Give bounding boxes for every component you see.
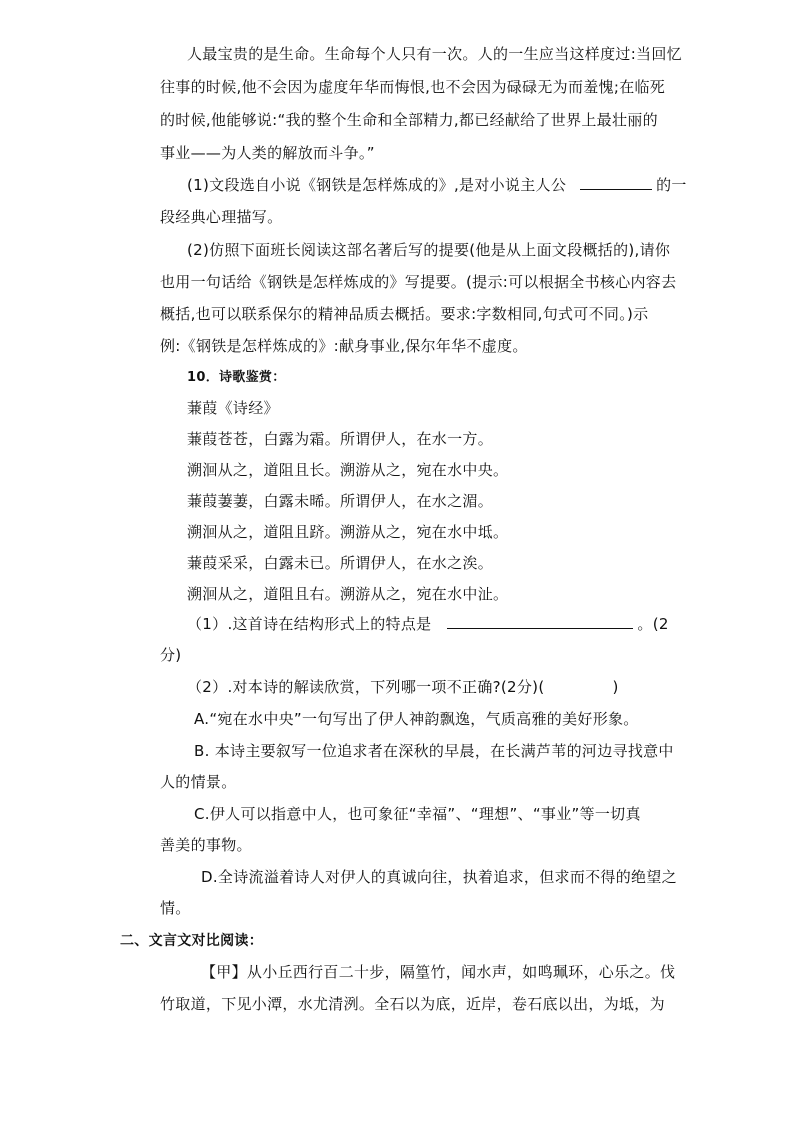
question-2-line: (2)仿照下面班长阅读这部名著后写的提要(他是从上面文段概括的),请你 [187, 241, 671, 259]
poem-line: 溯洄从之，道阻且右。溯游从之，宛在水中沚。 [187, 585, 509, 603]
question-2-line: 概括,也可以联系保尔的精神品质去概括。要求:字数相同,句式可不同。)示 [160, 305, 649, 323]
poem-line: 溯洄从之，道阻且跻。溯游从之，宛在水中坻。 [187, 523, 509, 541]
classical-text-line: 【甲】从小丘西行百二十步，隔篁竹，闻水声，如鸣珮环，心乐之。伐 [201, 963, 676, 981]
passage-line: 往事的时候,他不会因为虚度年华而悔恨,也不会因为碌碌无为而羞愧;在临死 [160, 78, 666, 96]
question-1 [187, 175, 687, 195]
poem-title: 蒹葭《诗经》 [187, 399, 279, 417]
option-b: B. 本诗主要叙写一位追求者在深秋的早晨，在长满芦苇的河边寻找意中 [194, 742, 674, 760]
poem-line: 蒹葭萋萋，白露未晞。所谓伊人，在水之湄。 [187, 492, 494, 510]
poem-line: 蒹葭苍苍，白露为霜。所谓伊人，在水一方。 [187, 430, 494, 448]
option-c: C.伊人可以指意中人，也可象征“幸福”、“理想”、“事业”等一切真 [194, 805, 641, 823]
question-2-line: 也用一句话给《钢铁是怎样炼成的》写提要。(提示:可以根据全书核心内容去 [160, 273, 677, 291]
option-b-cont: 人的情景。 [160, 773, 237, 791]
question-2-line: 例:《钢铁是怎样炼成的》:献身事业,保尔年华不虚度。 [160, 337, 528, 355]
answer-blank[interactable] [447, 614, 633, 629]
question-1-text: (1)文段选自小说《钢铁是怎样炼成的》,是对小说主人公 [187, 176, 567, 194]
option-c-cont: 善美的事物。 [160, 836, 252, 854]
poem-line: 溯洄从之，道阻且长。溯游从之，宛在水中央。 [187, 461, 509, 479]
poem-line: 蒹葭采采，白露未已。所谓伊人，在水之涘。 [187, 554, 494, 572]
poem-question-1 [187, 614, 669, 634]
option-d: D.全诗流溢着诗人对伊人的真诚向往，执着追求，但求而不得的绝望之 [201, 868, 677, 886]
poem-question-2 [187, 677, 619, 697]
option-a: A.“宛在水中央”一句写出了伊人神韵飘逸，气质高雅的美好形象。 [194, 710, 639, 728]
section-2-heading: 二、文言文对比阅读： [120, 933, 263, 949]
poem-question-1-text: （1）.这首诗在结构形式上的特点是 [187, 615, 432, 633]
poem-question-1-cont: 分) [160, 646, 182, 664]
passage-line: 的时候,他能够说:“我的整个生命和全部精力,都已经献给了世界上最壮丽的 [160, 111, 658, 129]
answer-blank[interactable] [580, 175, 652, 190]
poem-question-1-suffix: 。(2 [637, 615, 669, 633]
classical-text-line: 竹取道，下见小潭，水尤清洌。全石以为底，近岸，卷石底以出，为坻，为 [160, 995, 665, 1013]
question-1-suffix: 的一 [656, 176, 687, 194]
poem-question-2-text: （2）.对本诗的解读欣赏，下列哪一项不正确?(2分)( [187, 678, 545, 696]
poem-section-heading: 10．诗歌鉴赏： [187, 370, 286, 385]
question-1-cont: 段经典心理描写。 [160, 208, 283, 226]
poem-question-2-suffix: ) [612, 678, 619, 696]
passage-line: 事业——为人类的解放而斗争。” [160, 144, 375, 162]
passage-line: 人最宝贵的是生命。生命每个人只有一次。人的一生应当这样度过:当回忆 [187, 45, 682, 63]
option-d-cont: 情。 [160, 899, 191, 917]
